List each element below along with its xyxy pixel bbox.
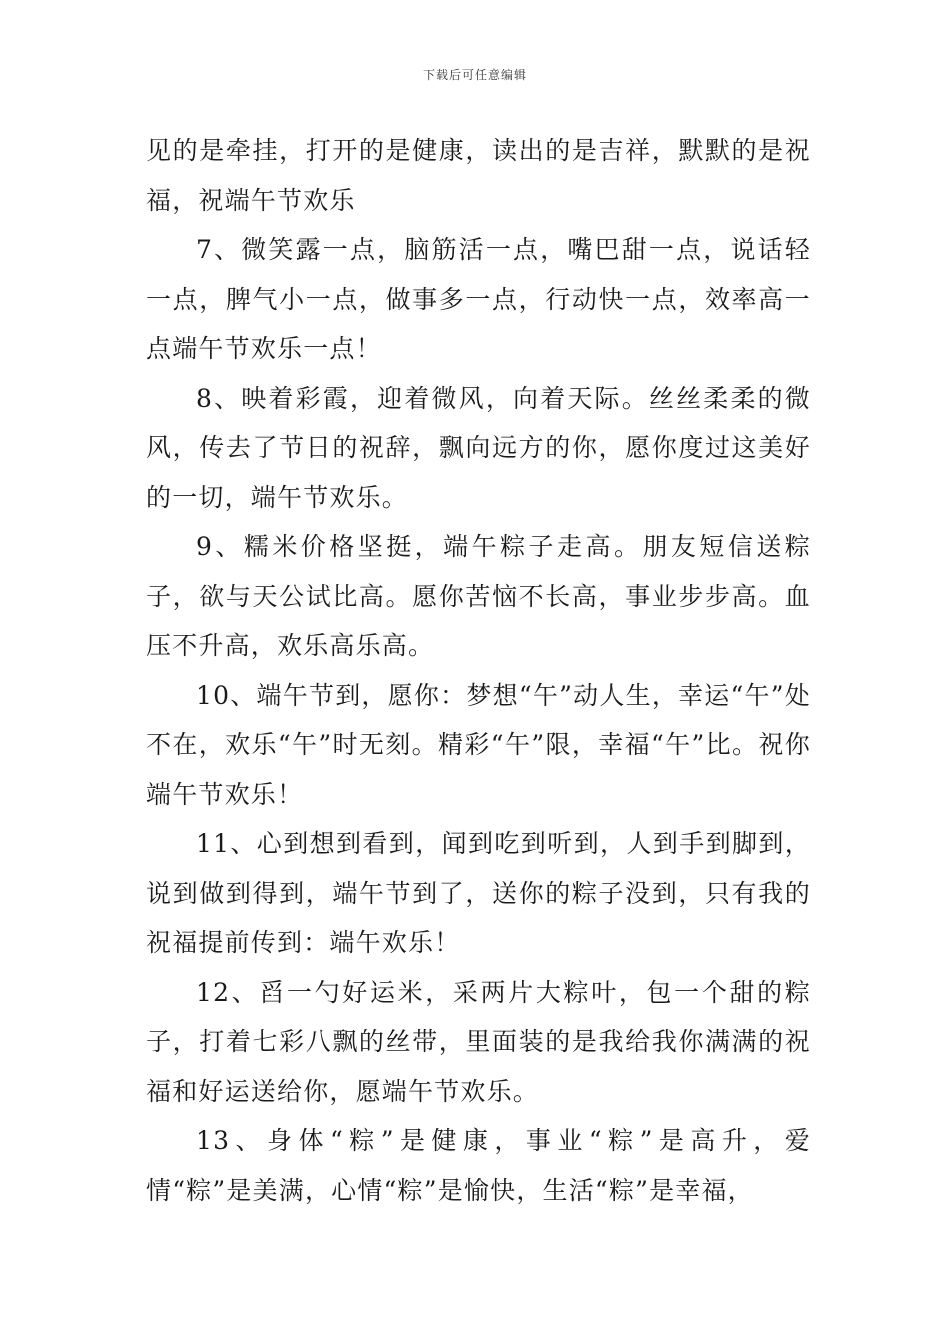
paragraph-item-12: 12、舀一勺好运米，采两片大粽叶，包一个甜的粽子，打着七彩八飘的丝带，里面装的是我给我你满满的祝福和好运送给你，愿端午节欢乐。: [146, 977, 811, 1106]
paragraph-item-10: 10、端午节到，愿你：梦想“午”动人生，幸运“午”处不在，欢乐“午”时无刻。精彩“午”限，幸福“午”比。祝你端午节欢乐！: [146, 680, 811, 809]
paragraph-continuation: 见的是牵挂，打开的是健康，读出的是吉祥，默默的是祝福，祝端午节欢乐: [146, 136, 811, 215]
page-header: 下载后可任意编辑: [422, 68, 527, 82]
paragraph-item-11: 11、心到想到看到，闻到吃到听到，人到手到脚到，说到做到得到，端午节到了，送你的粽子没到，只有我的祝福提前传到：端午欢乐！: [146, 829, 811, 957]
paragraph-item-9: 9、糯米价格坚挺，端午粽子走高。朋友短信送粽子，欲与天公试比高。愿你苦恼不长高，事业步步高。血压不升高，欢乐高乐高。: [146, 532, 811, 660]
document-body: [146, 126, 811, 1215]
paragraph-item-7: 7、微笑露一点，脑筋活一点，嘴巴甜一点，说话轻一点，脾气小一点，做事多一点，行动快一点，效率高一点端午节欢乐一点！: [146, 235, 811, 363]
paragraph-item-13: 13、身体“粽”是健康，事业“粽”是高升，爱情“粽”是美满，心情“粽”是愉快，生活“粽”是幸福，: [146, 1126, 811, 1205]
paragraph-item-8: 8、映着彩霞，迎着微风，向着天际。丝丝柔柔的微风，传去了节日的祝辞，飘向远方的你，愿你度过这美好的一切，端午节欢乐。: [146, 383, 811, 512]
